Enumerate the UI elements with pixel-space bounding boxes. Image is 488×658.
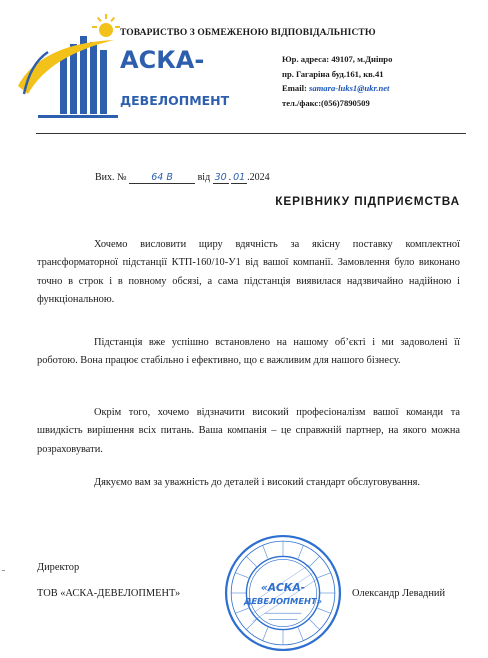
contact-block — [282, 52, 392, 110]
outgoing-date-year: .2024 — [247, 172, 270, 183]
email-label: Email: — [282, 83, 309, 94]
company-stamp — [222, 532, 344, 654]
addressee-heading: КЕРІВНИКУ ПІДПРИЄМСТВА — [275, 194, 460, 208]
scan-edge-mark — [2, 570, 5, 571]
signatory-title: Директор — [37, 562, 80, 573]
outgoing-number-value: 64 В — [129, 172, 195, 184]
body-paragraph-3: Окрім того, хочемо відзначити високий професіоналізм вашої команди та швидкість вирішення всіх питань. Ваша компанія – це справжній партнер, на якого можна розраховувати. — [37, 407, 460, 455]
outgoing-date-day: 30 — [214, 172, 227, 183]
sun-icon — [92, 14, 120, 37]
stamp-center-line2: ДЕВЕЛОПМЕНТ» — [243, 596, 323, 607]
logo-text-top: АСКА- — [120, 46, 205, 74]
email-line — [282, 81, 392, 96]
header-divider — [36, 133, 466, 134]
legal-address-line1: Юр. адреса: 49107, м.Дніпро — [282, 54, 393, 64]
body-paragraph-4: Дякуємо вам за уважність до деталей і високий стандарт обслуговування. — [94, 477, 421, 488]
body-paragraph-1: Хочемо висловити щиру вдячність за якісну поставку комплектної трансформаторної підстанції КТП-160/10-У1 від вашої компанії. Замовлення було виконано точно в строк і в повному обсязі, а сама підстанція виявилася надзвичайно надійною і функціональною. — [37, 239, 460, 306]
phone-fax: тел./факс:(056)7890509 — [282, 97, 370, 108]
signatory-name: Олександр Левадний — [352, 588, 446, 599]
signatory-organization: ТОВ «АСКА-ДЕВЕЛОПМЕНТ» — [37, 588, 181, 599]
outgoing-prefix: Вих. № — [95, 172, 127, 183]
outgoing-date-prefix: від — [197, 172, 211, 183]
stamp-center-line1: «АСКА- — [260, 580, 306, 594]
email-link[interactable]: samara-luks1@ukr.net — [308, 83, 390, 94]
company-full-name: ТОВАРИСТВО З ОБМЕЖЕНОЮ ВІДПОВІДАЛЬНІСТЮ — [120, 28, 376, 38]
outgoing-number: Вих. № 64 В від 30 . 01 .2024 — [95, 172, 270, 183]
logo-text-bottom: ДЕВЕЛОПМЕНТ — [120, 93, 230, 108]
outgoing-date-month: 01 — [233, 172, 246, 183]
body-paragraph-2: Підстанція вже успішно встановлено на нашому об’єкті і ми задоволені її роботою. Вона працює стабільно і ефективно, що є важливим для нашого бізнесу. — [37, 337, 460, 367]
legal-address-line2: пр. Гагаріна буд.161, кв.41 — [282, 68, 384, 79]
